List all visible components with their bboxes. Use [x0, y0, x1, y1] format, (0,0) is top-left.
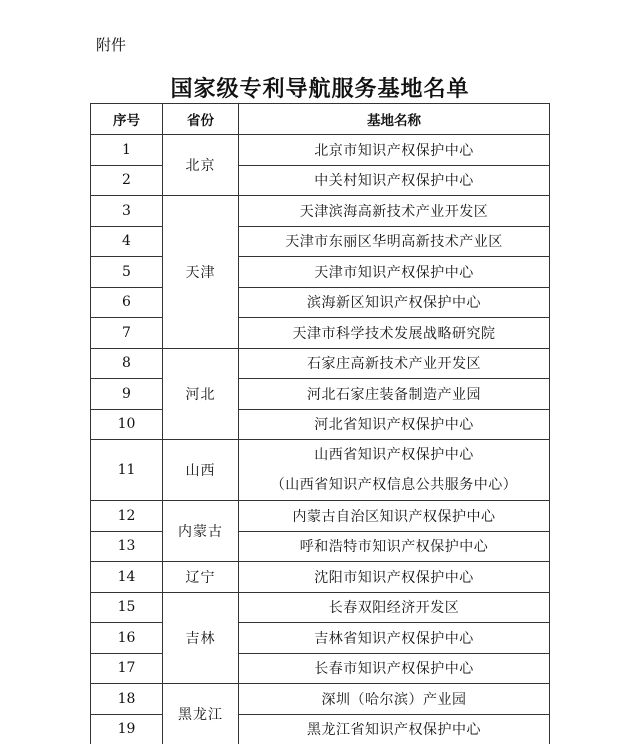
- base-name: 天津市东丽区华明高新技术产业区: [239, 226, 550, 257]
- table-row: [91, 562, 550, 593]
- header-province: 省份: [163, 104, 239, 135]
- table-row: [91, 287, 550, 318]
- table-row: [91, 653, 550, 684]
- province-cell: 河北: [163, 348, 239, 440]
- header-base-name: 基地名称: [239, 104, 550, 135]
- row-number: 12: [91, 501, 163, 532]
- table-row: [91, 318, 550, 349]
- base-name: 长春市知识产权保护中心: [239, 653, 550, 684]
- province-cell: 天津: [163, 196, 239, 349]
- province-cell: 辽宁: [163, 562, 239, 593]
- table-row: [91, 684, 550, 715]
- table-row: [91, 165, 550, 196]
- table-row: [91, 592, 550, 623]
- base-name-multiline: [239, 440, 550, 501]
- table-row: [91, 257, 550, 288]
- base-name: 中关村知识产权保护中心: [239, 165, 550, 196]
- base-name: 河北省知识产权保护中心: [239, 409, 550, 440]
- row-number: 7: [91, 318, 163, 349]
- table-row: [91, 501, 550, 532]
- table-row: [91, 409, 550, 440]
- base-name: 天津滨海高新技术产业开发区: [239, 196, 550, 227]
- row-number: 9: [91, 379, 163, 410]
- row-number: 14: [91, 562, 163, 593]
- base-name: 石家庄高新技术产业开发区: [239, 348, 550, 379]
- table-row: [91, 379, 550, 410]
- province-cell: 吉林: [163, 592, 239, 684]
- table-row: [91, 226, 550, 257]
- row-number: 19: [91, 714, 163, 744]
- header-number: 序号: [91, 104, 163, 135]
- base-name: 天津市科学技术发展战略研究院: [239, 318, 550, 349]
- base-name: 内蒙古自治区知识产权保护中心: [239, 501, 550, 532]
- base-name-line: （山西省知识产权信息公共服务中心）: [270, 477, 518, 493]
- table-row: [91, 623, 550, 654]
- province-cell: 黑龙江: [163, 684, 239, 745]
- row-number: 17: [91, 653, 163, 684]
- province-cell: 内蒙古: [163, 501, 239, 562]
- row-number: 15: [91, 592, 163, 623]
- base-name: 深圳（哈尔滨）产业园: [239, 684, 550, 715]
- row-number: 18: [91, 684, 163, 715]
- base-name: 吉林省知识产权保护中心: [239, 623, 550, 654]
- table-row: [91, 135, 550, 166]
- row-number: 10: [91, 409, 163, 440]
- page-title: 国家级专利导航服务基地名单: [170, 77, 470, 102]
- base-name: 河北石家庄装备制造产业园: [239, 379, 550, 410]
- row-number: 5: [91, 257, 163, 288]
- row-number: 16: [91, 623, 163, 654]
- base-name: 北京市知识产权保护中心: [239, 135, 550, 166]
- row-number: 2: [91, 165, 163, 196]
- base-name: 呼和浩特市知识产权保护中心: [239, 531, 550, 562]
- table-row: [91, 440, 550, 501]
- row-number: 3: [91, 196, 163, 227]
- base-list-table: [90, 103, 550, 744]
- province-cell: 山西: [163, 440, 239, 501]
- base-name: 长春双阳经济开发区: [239, 592, 550, 623]
- table-row: [91, 531, 550, 562]
- base-name: 黑龙江省知识产权保护中心: [239, 714, 550, 744]
- table-row: [91, 348, 550, 379]
- table-header-row: [91, 104, 550, 135]
- row-number: 4: [91, 226, 163, 257]
- row-number: 8: [91, 348, 163, 379]
- table-row: [91, 196, 550, 227]
- row-number: 6: [91, 287, 163, 318]
- attachment-label: 附件: [96, 36, 127, 54]
- base-name: 滨海新区知识产权保护中心: [239, 287, 550, 318]
- base-name-line: 山西省知识产权保护中心: [314, 447, 474, 463]
- base-name: 天津市知识产权保护中心: [239, 257, 550, 288]
- province-cell: 北京: [163, 135, 239, 196]
- table-row: [91, 714, 550, 744]
- row-number: 13: [91, 531, 163, 562]
- base-name: 沈阳市知识产权保护中心: [239, 562, 550, 593]
- row-number: 1: [91, 135, 163, 166]
- row-number: 11: [91, 440, 163, 501]
